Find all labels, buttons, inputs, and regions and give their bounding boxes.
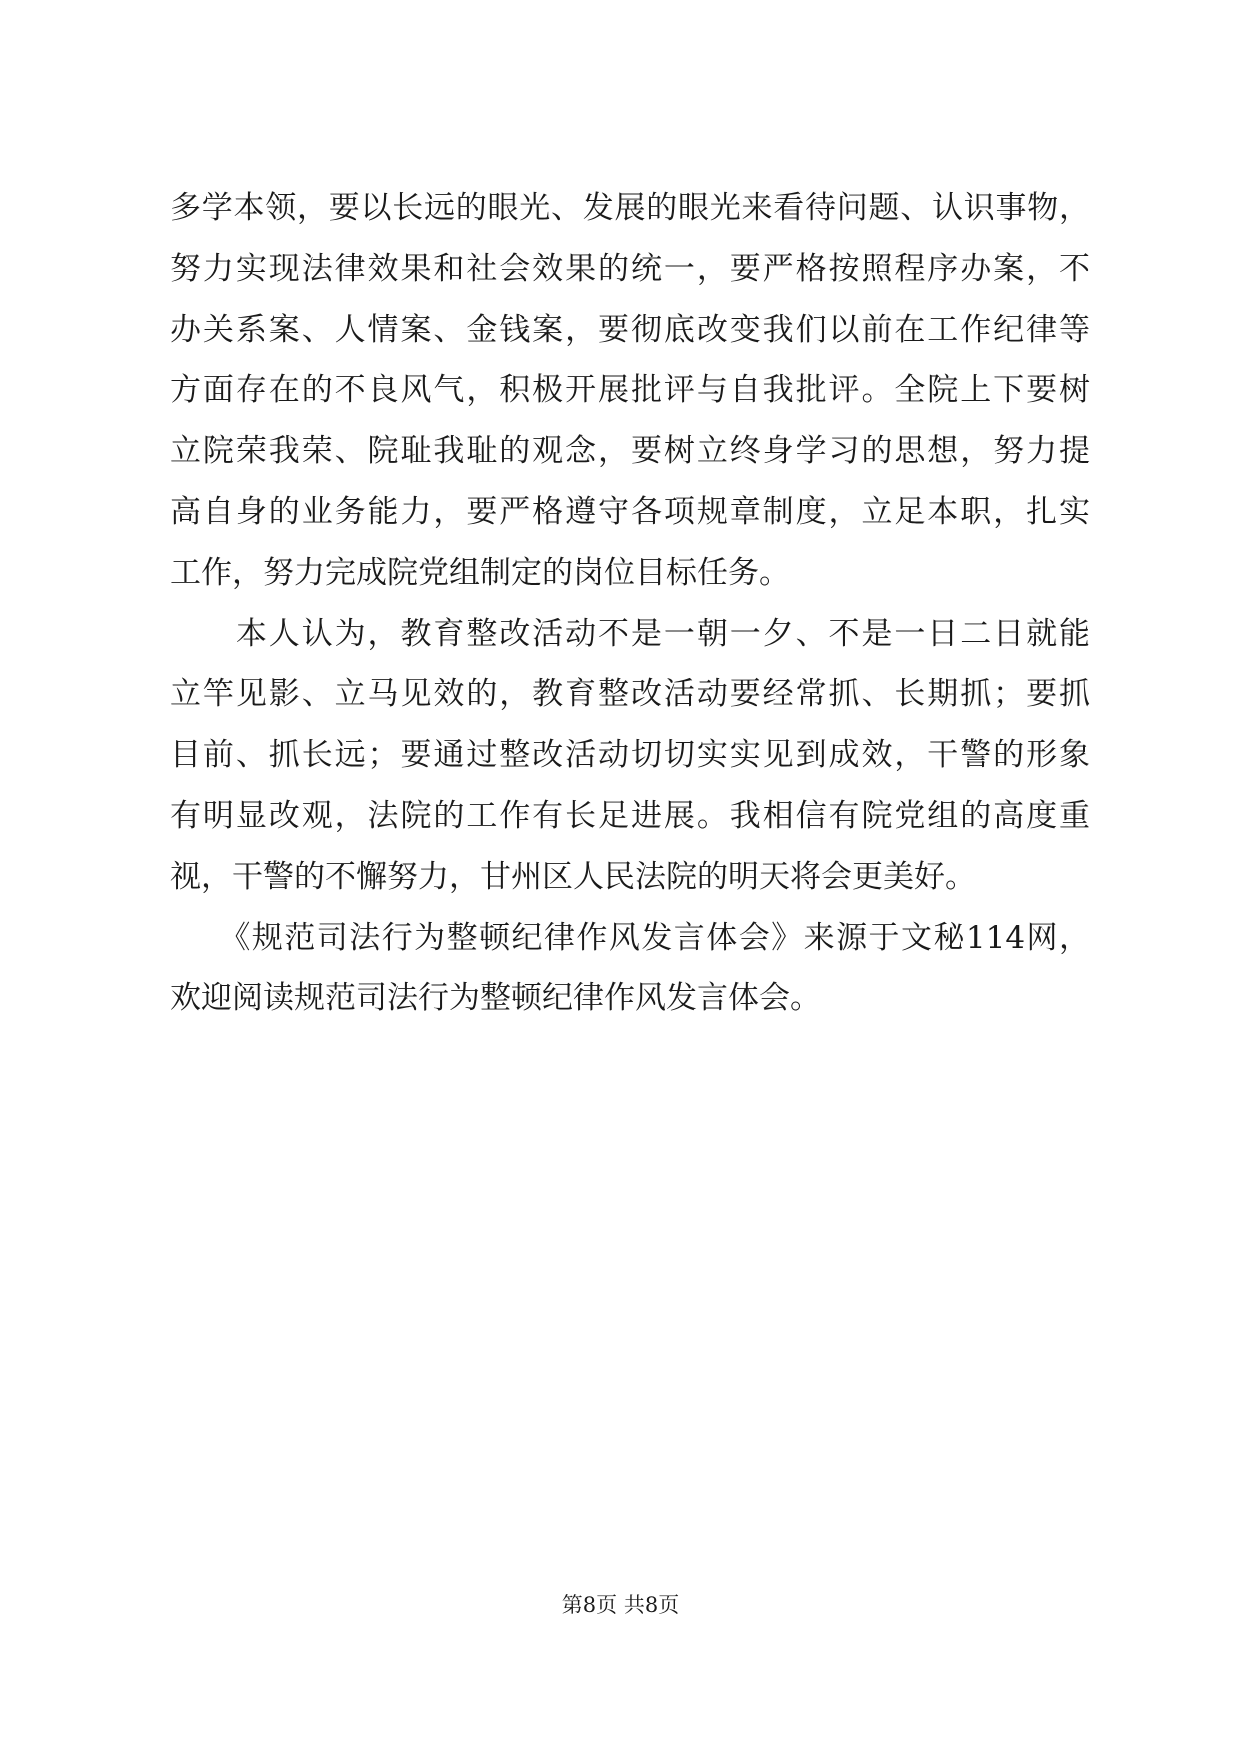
text-line: 目前、抓长远；要通过整改活动切切实实见到成效，干警的形象: [170, 737, 1090, 774]
text-line: 办关系案、人情案、金钱案，要彻底改变我们以前在工作纪律等: [170, 311, 1090, 348]
text-line: 工作，努力完成院党组制定的岗位目标任务。: [170, 554, 790, 591]
text-line: 努力实现法律效果和社会效果的统一，要严格按照程序办案，不: [170, 250, 1090, 287]
paragraph-1: [170, 178, 1090, 604]
text-line: 视，干警的不懈努力，甘州区人民法院的明天将会更美好。: [170, 858, 976, 895]
text-line: 有明显改观，法院的工作有长足进展。我相信有院党组的高度重: [170, 797, 1090, 834]
text-line: 本人认为，教育整改活动不是一朝一夕、不是一日二日就能: [170, 615, 1090, 652]
document-body: [170, 178, 1090, 1029]
text-line: 方面存在的不良风气，积极开展批评与自我批评。全院上下要树: [170, 372, 1090, 409]
text-line: 多学本领，要以长远的眼光、发展的眼光来看待问题、认识事物，: [170, 190, 1090, 226]
paragraph-3: [170, 908, 1090, 1030]
page-number-footer: 第8页 共8页: [561, 1593, 680, 1617]
text-line: 高自身的业务能力，要严格遵守各项规章制度，立足本职，扎实: [170, 493, 1090, 530]
text-line: 立院荣我荣、院耻我耻的观念，要树立终身学习的思想，努力提: [170, 433, 1090, 470]
text-line: 《规范司法行为整顿纪律作风发言体会》来源于文秘114网，: [170, 919, 1090, 956]
paragraph-2: [170, 604, 1090, 908]
text-line: 立竿见影、立马见效的，教育整改活动要经常抓、长期抓；要抓: [170, 676, 1090, 713]
text-line: 欢迎阅读规范司法行为整顿纪律作风发言体会。: [170, 980, 821, 1017]
